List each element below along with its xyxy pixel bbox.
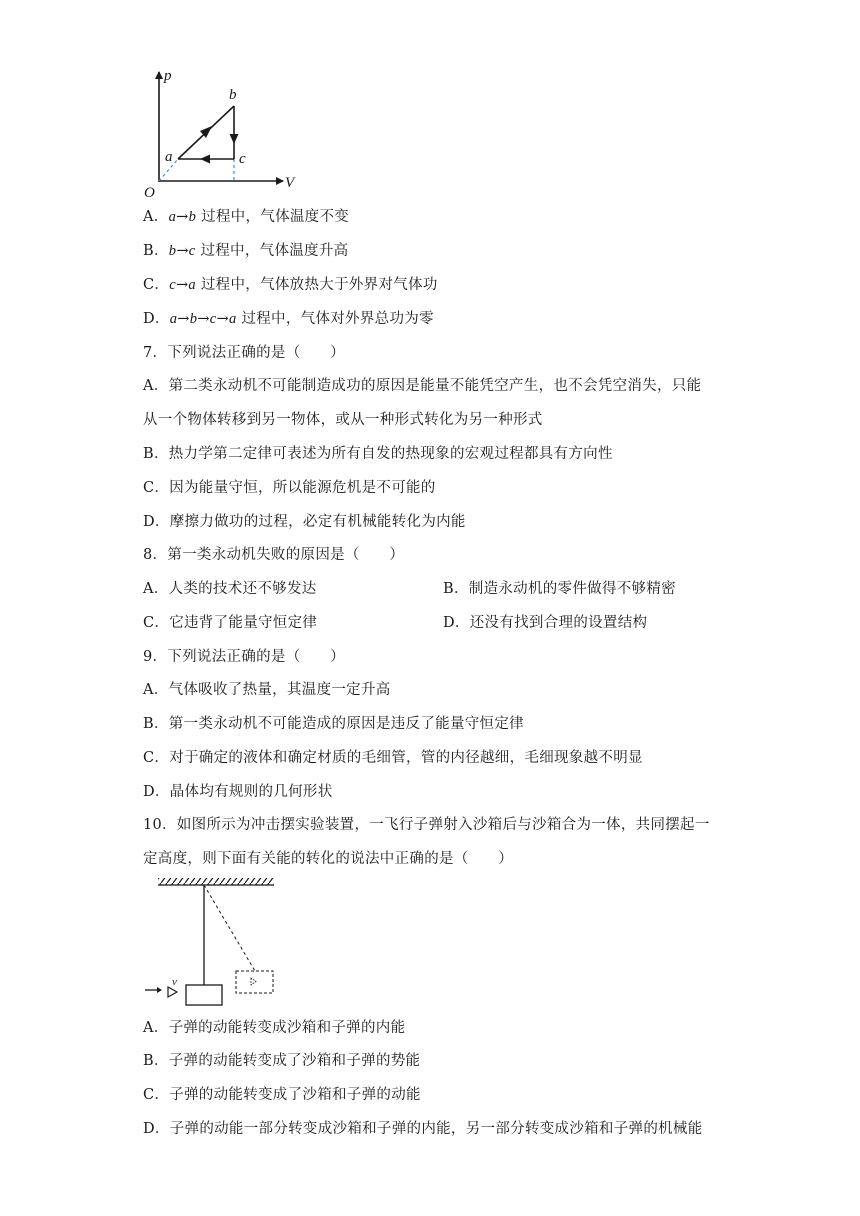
arrow-c-a (200, 155, 210, 164)
q8-option-a: A．人类的技术还不够发达 (143, 581, 317, 597)
point-a-label: a (165, 149, 173, 165)
origin-label: O (144, 185, 155, 201)
q7-option-d: D．摩擦力做功的过程，必定有机械能转化为内能 (143, 514, 466, 530)
q7-stem: 7．下列说法正确的是（ ） (143, 345, 345, 361)
point-c-label: c (239, 151, 246, 167)
q9-stem: 9．下列说法正确的是（ ） (143, 649, 345, 665)
q6-option-d: D．a→b→c→a 过程中，气体对外界总功为零 (143, 311, 434, 327)
swung-sand-box-dashed (236, 971, 273, 993)
pv-diagram (140, 62, 300, 201)
q9-option-c: C．对于确定的液体和确定材质的毛细管，管的内径越细，毛细现象越不明显 (143, 750, 643, 766)
q8-stem: 8．第一类永动机失败的原因是（ ） (143, 547, 405, 563)
q10-option-c: C．子弹的动能转变成了沙箱和子弹的动能 (143, 1087, 421, 1103)
q7-option-c: C．因为能量守恒，所以能源危机是不可能的 (143, 480, 436, 496)
q10-stem-line2: 定高度，则下面有关能的转化的说法中正确的是（ ） (143, 851, 513, 867)
q7-option-a-line1: A．第二类永动机不可能制造成功的原因是能量不能凭空产生，也不会凭空消失，只能 (143, 378, 702, 394)
axis-p-label: p (164, 68, 172, 84)
axis-v-label: V (285, 175, 295, 191)
q7-option-b: B．热力学第二定律可表述为所有自发的热现象的宏观过程都具有方向性 (143, 446, 613, 462)
swung-string-dashed (204, 885, 255, 971)
q9-option-d: D．晶体均有规则的几何形状 (143, 784, 333, 800)
q6-option-b: B．b→c 过程中，气体温度升高 (143, 243, 349, 259)
sand-box (186, 985, 222, 1005)
q10-stem-line1: 10．如图所示为冲击摆实验装置，一飞行子弹射入沙箱后与沙箱合为一体，共同摆起一 (143, 817, 710, 833)
ceiling-hatching (158, 878, 274, 885)
point-b-label: b (229, 87, 237, 103)
ballistic-pendulum-diagram (143, 875, 283, 1010)
q8-option-c: C．它违背了能量守恒定律 (143, 615, 318, 631)
q8-option-d: D．还没有找到合理的设置结构 (443, 615, 648, 631)
q9-option-a: A．气体吸收了热量，其温度一定升高 (143, 682, 391, 698)
q10-option-d: D．子弹的动能一部分转变成沙箱和子弹的内能，另一部分转变成沙箱和子弹的机械能 (143, 1121, 703, 1137)
arrow-b-c (230, 134, 239, 144)
bullet-in-box-icon (251, 978, 256, 985)
q10-option-b: B．子弹的动能转变成了沙箱和子弹的势能 (143, 1053, 421, 1069)
q6-option-c: C．c→a 过程中，气体放热大于外界对气体功 (143, 277, 438, 293)
q9-option-b: B．第一类永动机不可能造成的原因是违反了能量守恒定律 (143, 716, 524, 732)
q8-option-b: B．制造永动机的零件做得不够精密 (443, 581, 676, 597)
bullet-icon (168, 987, 177, 997)
q6-option-a: A．a→b 过程中，气体温度不变 (143, 209, 350, 225)
velocity-arrow-head (157, 987, 162, 993)
q7-option-a-line2: 从一个物体转移到另一物体，或从一种形式转化为另一种形式 (143, 412, 543, 428)
q10-option-a: A．子弹的动能转变成沙箱和子弹的内能 (143, 1020, 406, 1036)
velocity-label: v (172, 976, 177, 988)
